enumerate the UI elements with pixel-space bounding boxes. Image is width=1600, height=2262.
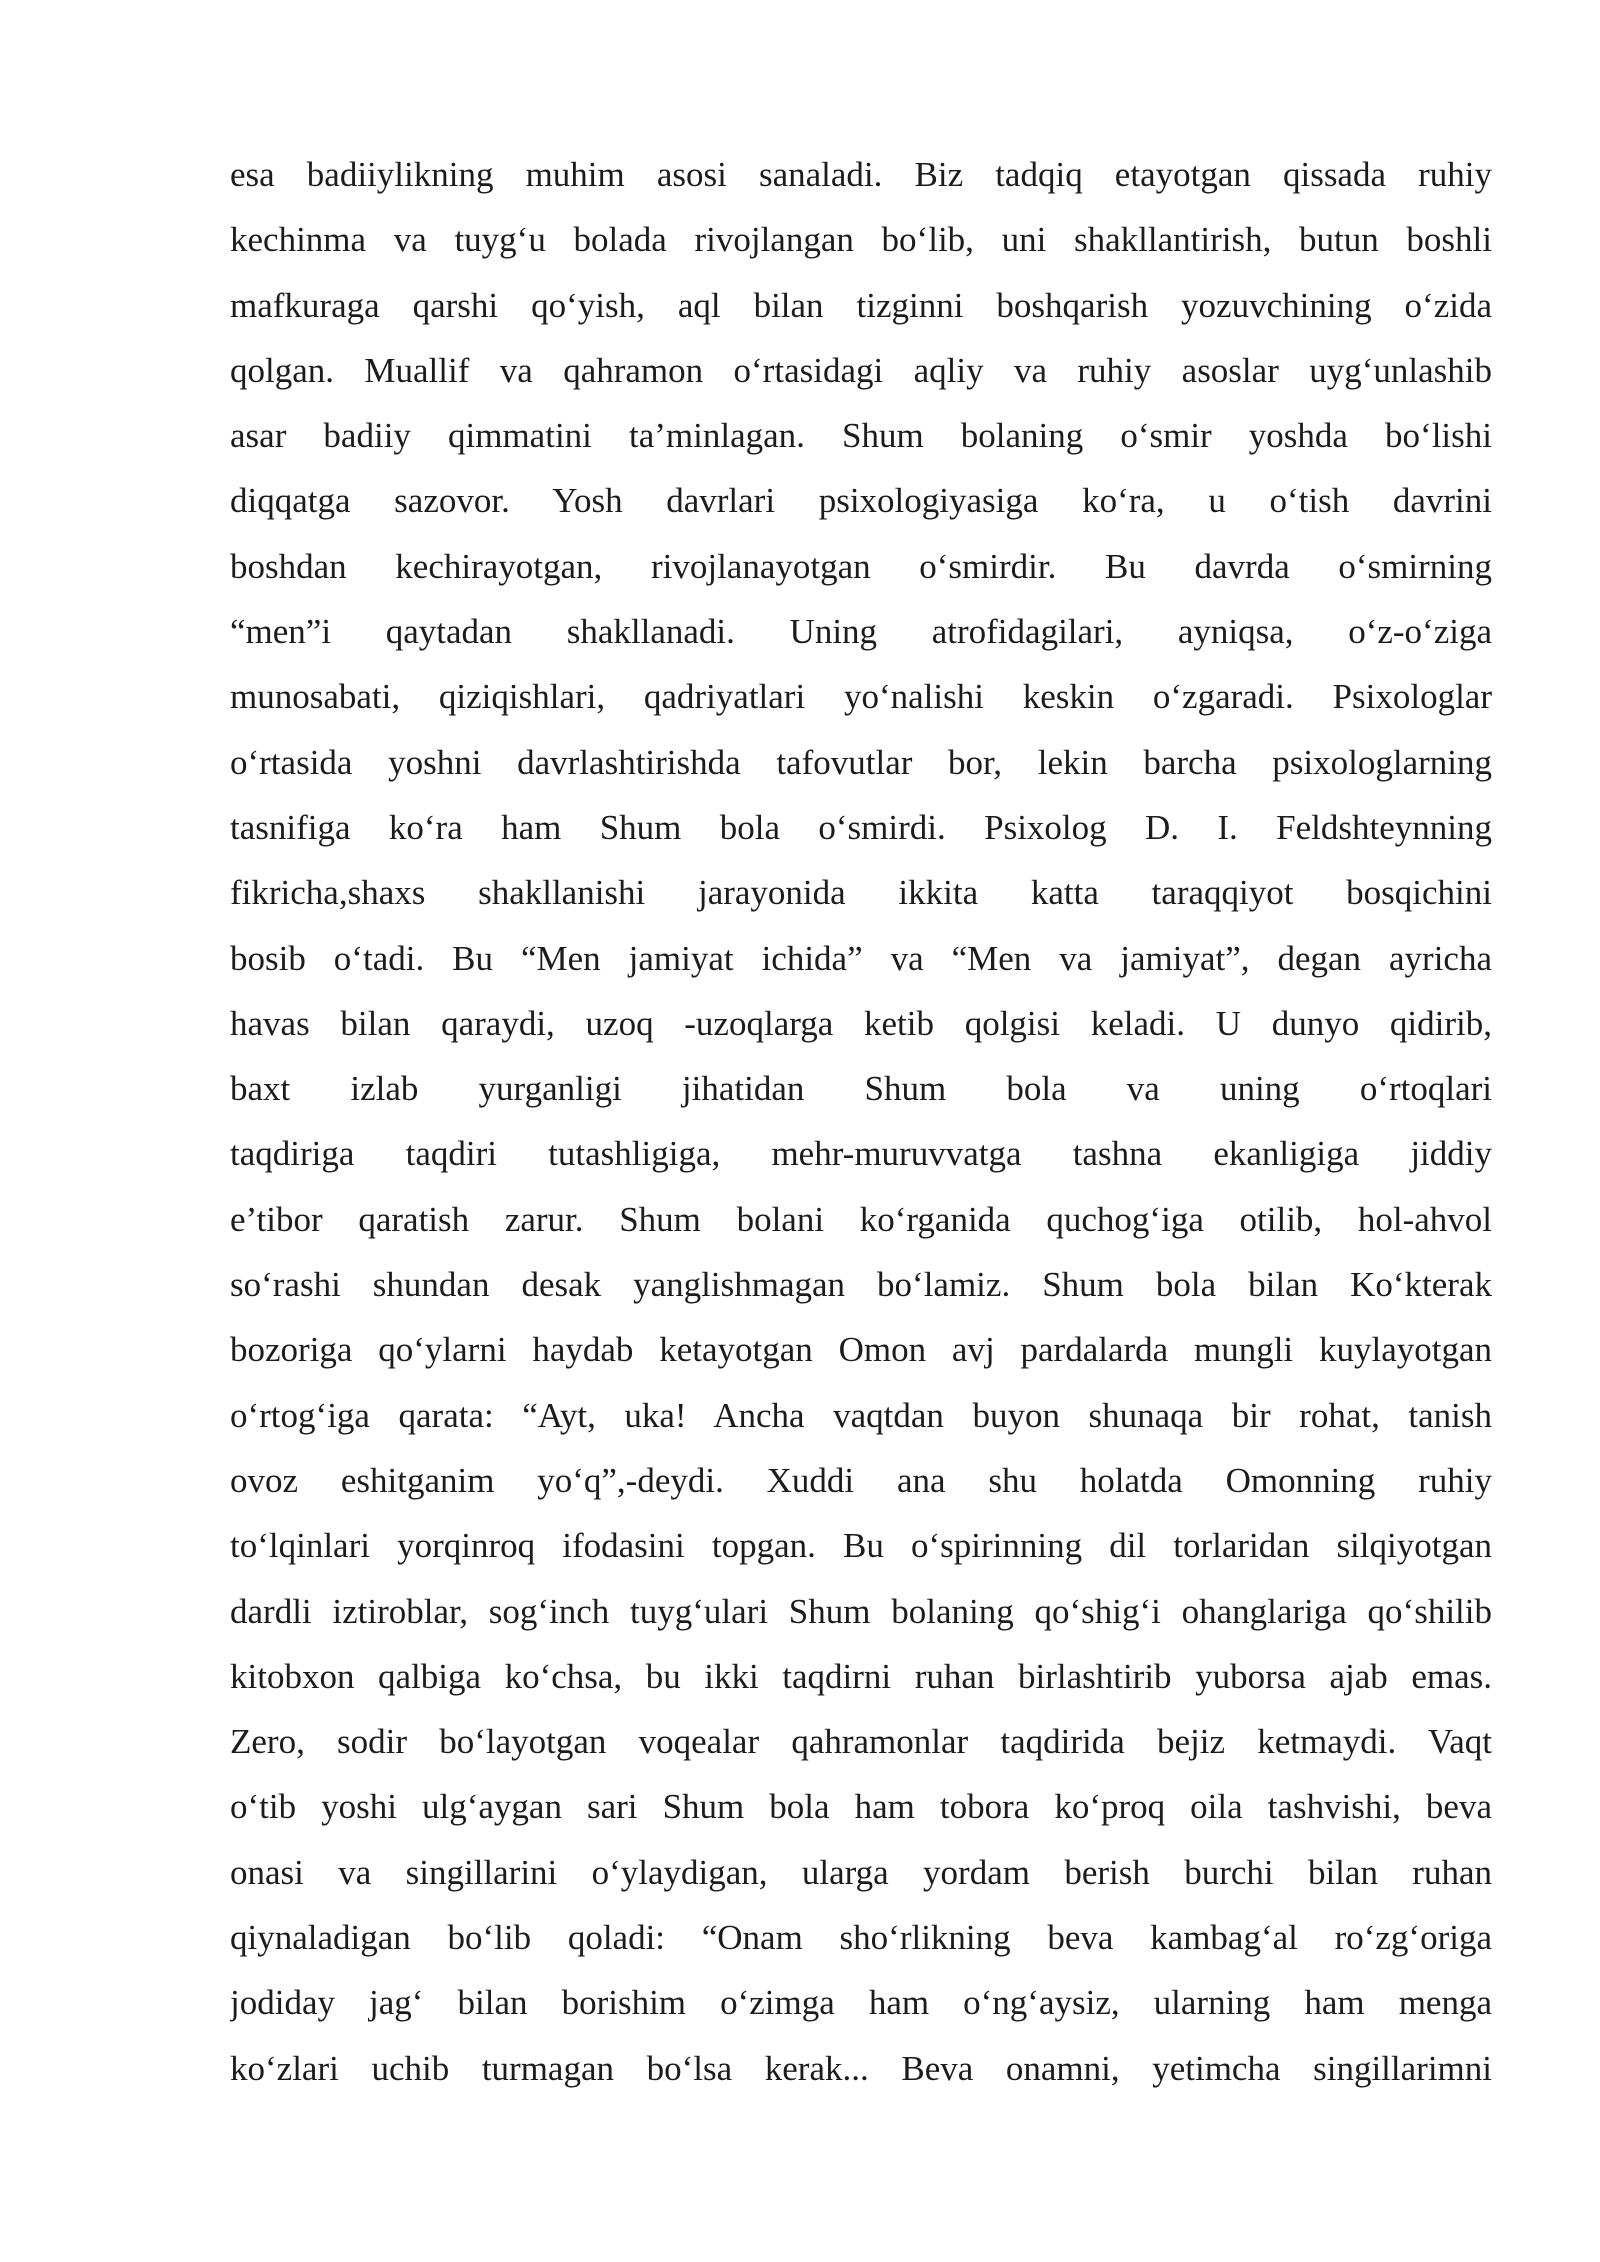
text-line: o‘rtasida yoshni davrlashtirishda tafovutlar bor, lekin barcha psixologlarning [230, 742, 1492, 782]
text-line: kitobxon qalbiga ko‘chsa, bu ikki taqdirni ruhan birlashtirib yuborsa ajab emas. [230, 1656, 1492, 1696]
text-line: fikricha,shaxs shakllanishi jarayonida ikkita katta taraqqiyot bosqichini [230, 873, 1492, 913]
text-line: o‘rtog‘iga qarata: “Ayt, uka! Ancha vaqtdan buyon shunaqa bir rohat, tanish [230, 1395, 1492, 1435]
text-line: jodiday jag‘ bilan borishim o‘zimga ham o‘ng‘aysiz, ularning ham menga [230, 1983, 1492, 2023]
text-line: ovoz eshitganim yo‘q”,-deydi. Xuddi ana shu holatda Omonning ruhiy [230, 1460, 1492, 1500]
text-line: munosabati, qiziqishlari, qadriyatlari yo‘nalishi keskin o‘zgaradi. Psixologlar [230, 677, 1492, 717]
text-line: taqdiriga taqdiri tutashligiga, mehr-muruvvatga tashna ekanligiga jiddiy [230, 1134, 1492, 1174]
text-line: to‘lqinlari yorqinroq ifodasini topgan. Bu o‘spirinning dil torlaridan silqiyotgan [230, 1526, 1492, 1566]
text-line: diqqatga sazovor. Yosh davrlari psixologiyasiga ko‘ra, u o‘tish davrini [230, 481, 1492, 521]
text-line: mafkuraga qarshi qo‘yish, aql bilan tizginni boshqarish yozuvchining o‘zida [230, 285, 1492, 325]
text-line: dardli iztiroblar, sog‘inch tuyg‘ulari Shum bolaning qo‘shig‘i ohanglariga qo‘shilib [230, 1591, 1492, 1631]
text-line: ko‘zlari uchib turmagan bo‘lsa kerak... Beva onamni, yetimcha singillarimni [230, 2048, 1492, 2088]
text-line: so‘rashi shundan desak yanglishmagan bo‘lamiz. Shum bola bilan Ko‘kterak [230, 1265, 1492, 1305]
text-line: o‘tib yoshi ulg‘aygan sari Shum bola ham tobora ko‘proq oila tashvishi, beva [230, 1787, 1492, 1827]
text-line: qiynaladigan bo‘lib qoladi: “Onam sho‘rlikning beva kambag‘al ro‘zg‘origa [230, 1918, 1492, 1958]
text-line: bozoriga qo‘ylarni haydab ketayotgan Omon avj pardalarda mungli kuylayotgan [230, 1330, 1492, 1370]
text-line: kechinma va tuyg‘u bolada rivojlangan bo‘lib, uni shakllantirish, butun boshli [230, 220, 1492, 260]
text-line: asar badiiy qimmatini ta’minlagan. Shum bolaning o‘smir yoshda bo‘lishi [230, 416, 1492, 456]
text-line: qolgan. Muallif va qahramon o‘rtasidagi aqliy va ruhiy asoslar uyg‘unlashib [230, 350, 1492, 390]
text-line: baxt izlab yurganligi jihatidan Shum bola va uning o‘rtoqlari [230, 1069, 1492, 1109]
text-line: tasnifiga ko‘ra ham Shum bola o‘smirdi. Psixolog D. I. Feldshteynning [230, 807, 1492, 847]
text-line: e’tibor qaratish zarur. Shum bolani ko‘rganida quchog‘iga otilib, hol-ahvol [230, 1199, 1492, 1239]
text-line: esa badiiylikning muhim asosi sanaladi. Biz tadqiq etayotgan qissada ruhiy [230, 155, 1492, 194]
text-line: onasi va singillarini o‘ylaydigan, ularga yordam berish burchi bilan ruhan [230, 1852, 1492, 1892]
text-line: Zero, sodir bo‘layotgan voqealar qahramonlar taqdirida bejiz ketmaydi. Vaqt [230, 1722, 1492, 1762]
text-line: havas bilan qaraydi, uzoq -uzoqlarga ketib qolgisi keladi. U dunyo qidirib, [230, 1003, 1492, 1043]
text-line: bosib o‘tadi. Bu “Men jamiyat ichida” va “Men va jamiyat”, degan ayricha [230, 938, 1492, 978]
body-paragraph [230, 150, 1492, 2109]
text-line: boshdan kechirayotgan, rivojlanayotgan o‘smirdir. Bu davrda o‘smirning [230, 546, 1492, 586]
text-line: “men”i qaytadan shakllanadi. Uning atrofidagilari, ayniqsa, o‘z-o‘ziga [230, 612, 1492, 652]
